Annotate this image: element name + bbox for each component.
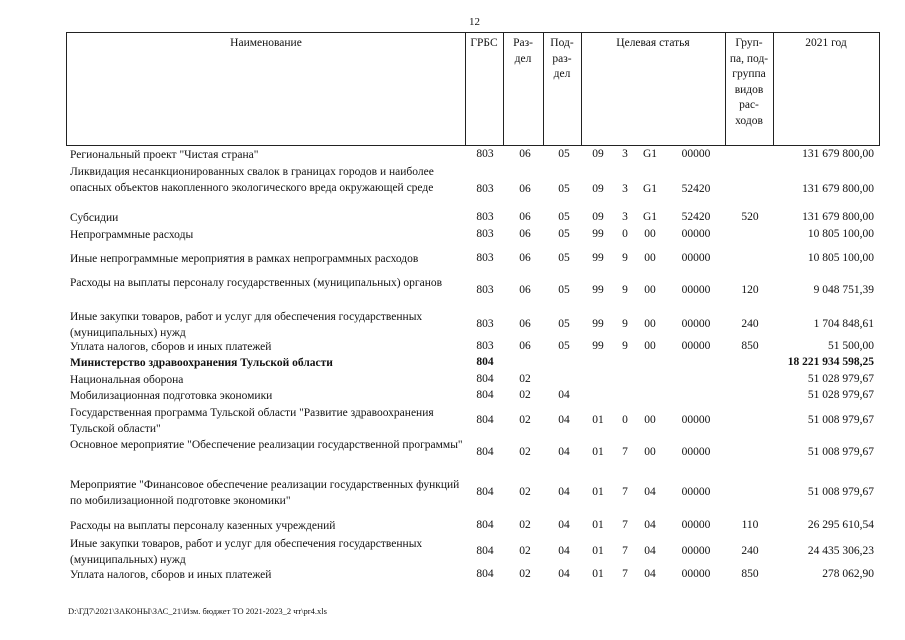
row-razdel: 02 xyxy=(519,446,531,458)
row-grbs: 804 xyxy=(476,414,494,426)
row-amount-2021: 51 028 979,67 xyxy=(807,373,874,385)
row-name: Уплата налогов, сборов и иных платежей xyxy=(70,341,272,353)
row-podrazdel: 05 xyxy=(558,252,570,264)
row-podrazdel: 04 xyxy=(558,545,570,557)
table-row xyxy=(0,537,905,568)
row-amount-2021: 10 805 100,00 xyxy=(807,252,874,264)
row-target-subprogram: 7 xyxy=(622,519,628,531)
row-target-event: 00 xyxy=(644,284,656,296)
row-target-direction: 00000 xyxy=(681,148,711,160)
row-target-subprogram: 7 xyxy=(622,568,628,580)
row-grbs: 803 xyxy=(476,148,494,160)
table-row xyxy=(0,211,905,226)
row-target-event: 04 xyxy=(644,486,656,498)
row-amount-2021: 9 048 751,39 xyxy=(813,284,874,296)
header-podrazdel: Под- раз- дел xyxy=(550,37,574,80)
row-expense-group: 520 xyxy=(741,211,759,223)
table-row xyxy=(0,148,905,163)
row-target-direction: 00000 xyxy=(681,486,711,498)
row-expense-group: 110 xyxy=(741,519,759,531)
table-row xyxy=(0,310,905,341)
row-grbs: 804 xyxy=(476,545,494,557)
row-amount-2021: 131 679 800,00 xyxy=(802,211,874,223)
row-amount-2021: 51 008 979,67 xyxy=(807,446,874,458)
row-amount-2021: 18 221 934 598,25 xyxy=(787,356,874,368)
table-row xyxy=(0,276,905,307)
table-row xyxy=(0,478,905,509)
page-number: 12 xyxy=(469,16,480,28)
row-target-program: 99 xyxy=(592,318,604,330)
row-target-subprogram: 3 xyxy=(622,148,628,160)
row-podrazdel: 05 xyxy=(558,148,570,160)
row-target-direction: 00000 xyxy=(681,545,711,557)
row-grbs: 803 xyxy=(476,183,494,195)
row-target-subprogram: 0 xyxy=(622,414,628,426)
row-target-subprogram: 9 xyxy=(622,252,628,264)
row-target-program: 01 xyxy=(592,446,604,458)
row-target-program: 01 xyxy=(592,414,604,426)
row-podrazdel: 05 xyxy=(558,340,570,352)
row-target-event: 04 xyxy=(644,519,656,531)
row-target-direction: 00000 xyxy=(681,340,711,352)
row-target-direction: 00000 xyxy=(681,252,711,264)
row-target-program: 09 xyxy=(592,148,604,160)
row-target-direction: 00000 xyxy=(681,568,711,580)
row-amount-2021: 1 704 848,61 xyxy=(813,318,874,330)
row-amount-2021: 51 500,00 xyxy=(828,340,874,352)
row-razdel: 06 xyxy=(519,252,531,264)
row-razdel: 02 xyxy=(519,568,531,580)
row-target-direction: 00000 xyxy=(681,284,711,296)
row-razdel: 02 xyxy=(519,414,531,426)
row-razdel: 02 xyxy=(519,519,531,531)
row-amount-2021: 51 028 979,67 xyxy=(807,389,874,401)
row-podrazdel: 04 xyxy=(558,389,570,401)
row-podrazdel: 04 xyxy=(558,414,570,426)
row-amount-2021: 51 008 979,67 xyxy=(807,486,874,498)
row-expense-group: 240 xyxy=(741,545,759,557)
row-podrazdel: 05 xyxy=(558,183,570,195)
row-target-direction: 00000 xyxy=(681,318,711,330)
table-row xyxy=(0,373,905,388)
row-target-event: 00 xyxy=(644,340,656,352)
row-podrazdel: 05 xyxy=(558,228,570,240)
row-grbs: 803 xyxy=(476,228,494,240)
table-header xyxy=(66,32,880,146)
row-target-subprogram: 7 xyxy=(622,545,628,557)
row-name: Региональный проект "Чистая страна" xyxy=(70,149,259,161)
row-name: Непрограммные расходы xyxy=(70,229,194,241)
row-expense-group: 120 xyxy=(741,284,759,296)
row-name: Уплата налогов, сборов и иных платежей xyxy=(70,569,272,581)
row-razdel: 06 xyxy=(519,148,531,160)
row-name: Субсидии xyxy=(70,212,119,224)
row-expense-group: 850 xyxy=(741,340,759,352)
row-razdel: 06 xyxy=(519,183,531,195)
row-razdel: 02 xyxy=(519,389,531,401)
row-name: Основное мероприятие "Обеспечение реализации государственной программы" xyxy=(70,439,463,451)
table-row xyxy=(0,568,905,583)
row-name: Иные закупки товаров, работ и услуг для обеспечения государственных (муниципальных) нужд xyxy=(70,311,423,339)
row-target-subprogram: 3 xyxy=(622,183,628,195)
row-target-program: 99 xyxy=(592,252,604,264)
row-razdel: 06 xyxy=(519,318,531,330)
row-target-event: 00 xyxy=(644,446,656,458)
row-target-program: 99 xyxy=(592,340,604,352)
row-target-program: 01 xyxy=(592,568,604,580)
row-razdel: 02 xyxy=(519,545,531,557)
row-razdel: 06 xyxy=(519,284,531,296)
row-expense-group: 850 xyxy=(741,568,759,580)
row-amount-2021: 51 008 979,67 xyxy=(807,414,874,426)
file-path-footer: D:\ГД7\2021\ЗАКОНЫ\ЗАС_21\Изм. бюджет ТО 2021-2023_2 чт\pr4.xls xyxy=(68,606,327,616)
row-grbs: 804 xyxy=(476,389,494,401)
row-target-program: 99 xyxy=(592,284,604,296)
row-name: Министерство здравоохранения Тульской области xyxy=(70,357,333,369)
row-podrazdel: 05 xyxy=(558,211,570,223)
row-grbs: 804 xyxy=(476,373,494,385)
row-amount-2021: 278 062,90 xyxy=(822,568,874,580)
row-target-direction: 00000 xyxy=(681,228,711,240)
row-target-program: 01 xyxy=(592,545,604,557)
row-target-event: 04 xyxy=(644,568,656,580)
row-podrazdel: 05 xyxy=(558,284,570,296)
row-name: Мероприятие "Финансовое обеспечение реализации государственных функций по мобилизационной подготовке экономики" xyxy=(70,479,460,507)
row-podrazdel: 04 xyxy=(558,446,570,458)
row-grbs: 804 xyxy=(476,356,494,368)
row-amount-2021: 24 435 306,23 xyxy=(807,545,874,557)
row-target-event: G1 xyxy=(642,148,658,160)
row-target-program: 09 xyxy=(592,211,604,223)
row-grbs: 804 xyxy=(476,446,494,458)
row-podrazdel: 04 xyxy=(558,568,570,580)
row-target-subprogram: 0 xyxy=(622,228,628,240)
row-grbs: 804 xyxy=(476,486,494,498)
row-name: Иные закупки товаров, работ и услуг для обеспечения государственных (муниципальных) нужд xyxy=(70,538,423,566)
row-razdel: 06 xyxy=(519,228,531,240)
row-name: Ликвидация несанкционированных свалок в границах городов и наиболее опасных объектов накопленного экологического вреда окружающей среде xyxy=(70,166,434,194)
table-row xyxy=(0,356,905,371)
row-target-program: 01 xyxy=(592,486,604,498)
row-razdel: 06 xyxy=(519,211,531,223)
row-grbs: 804 xyxy=(476,568,494,580)
row-razdel: 06 xyxy=(519,340,531,352)
row-target-subprogram: 9 xyxy=(622,318,628,330)
header-target-article: Целевая статья xyxy=(616,37,690,49)
row-grbs: 803 xyxy=(476,284,494,296)
row-target-event: 00 xyxy=(644,252,656,264)
row-amount-2021: 26 295 610,54 xyxy=(807,519,874,531)
row-target-direction: 52420 xyxy=(681,183,711,195)
row-target-subprogram: 7 xyxy=(622,446,628,458)
table-row xyxy=(0,438,905,469)
row-target-event: 00 xyxy=(644,318,656,330)
row-name: Государственная программа Тульской области "Развитие здравоохранения Тульской области" xyxy=(70,407,434,435)
table-row xyxy=(0,228,905,243)
row-target-program: 09 xyxy=(592,183,604,195)
row-grbs: 803 xyxy=(476,318,494,330)
header-expense-group: Груп- па, под- группа видов рас- ходов xyxy=(729,37,769,127)
header-name: Наименование xyxy=(230,37,302,49)
row-target-direction: 00000 xyxy=(681,414,711,426)
row-amount-2021: 131 679 800,00 xyxy=(802,183,874,195)
header-year: 2021 год xyxy=(805,37,847,49)
row-target-direction: 52420 xyxy=(681,211,711,223)
row-razdel: 02 xyxy=(519,373,531,385)
header-grbs: ГРБС xyxy=(470,37,498,49)
row-target-program: 99 xyxy=(592,228,604,240)
row-target-event: 04 xyxy=(644,545,656,557)
row-grbs: 803 xyxy=(476,252,494,264)
row-podrazdel: 05 xyxy=(558,318,570,330)
table-row xyxy=(0,165,905,211)
table-row xyxy=(0,406,905,437)
row-name: Мобилизационная подготовка экономики xyxy=(70,390,273,402)
table-row xyxy=(0,519,905,534)
table-row xyxy=(0,252,905,267)
row-grbs: 804 xyxy=(476,519,494,531)
row-expense-group: 240 xyxy=(741,318,759,330)
table-row xyxy=(0,389,905,404)
row-target-event: 00 xyxy=(644,414,656,426)
row-razdel: 02 xyxy=(519,486,531,498)
row-podrazdel: 04 xyxy=(558,519,570,531)
row-podrazdel: 04 xyxy=(558,486,570,498)
table-row xyxy=(0,340,905,355)
row-target-subprogram: 9 xyxy=(622,284,628,296)
row-amount-2021: 10 805 100,00 xyxy=(807,228,874,240)
row-target-event: 00 xyxy=(644,228,656,240)
row-target-event: G1 xyxy=(642,183,658,195)
row-target-event: G1 xyxy=(642,211,658,223)
row-target-subprogram: 3 xyxy=(622,211,628,223)
row-grbs: 803 xyxy=(476,211,494,223)
row-target-direction: 00000 xyxy=(681,446,711,458)
row-name: Иные непрограммные мероприятия в рамках непрограммных расходов xyxy=(70,253,419,265)
row-name: Национальная оборона xyxy=(70,374,184,386)
row-target-direction: 00000 xyxy=(681,519,711,531)
row-target-subprogram: 9 xyxy=(622,340,628,352)
row-grbs: 803 xyxy=(476,340,494,352)
row-name: Расходы на выплаты персоналу государственных (муниципальных) органов xyxy=(70,277,443,289)
row-amount-2021: 131 679 800,00 xyxy=(802,148,874,160)
row-target-subprogram: 7 xyxy=(622,486,628,498)
header-razdel: Раз- дел xyxy=(513,37,533,65)
row-name: Расходы на выплаты персоналу казенных учреждений xyxy=(70,520,336,532)
row-target-program: 01 xyxy=(592,519,604,531)
